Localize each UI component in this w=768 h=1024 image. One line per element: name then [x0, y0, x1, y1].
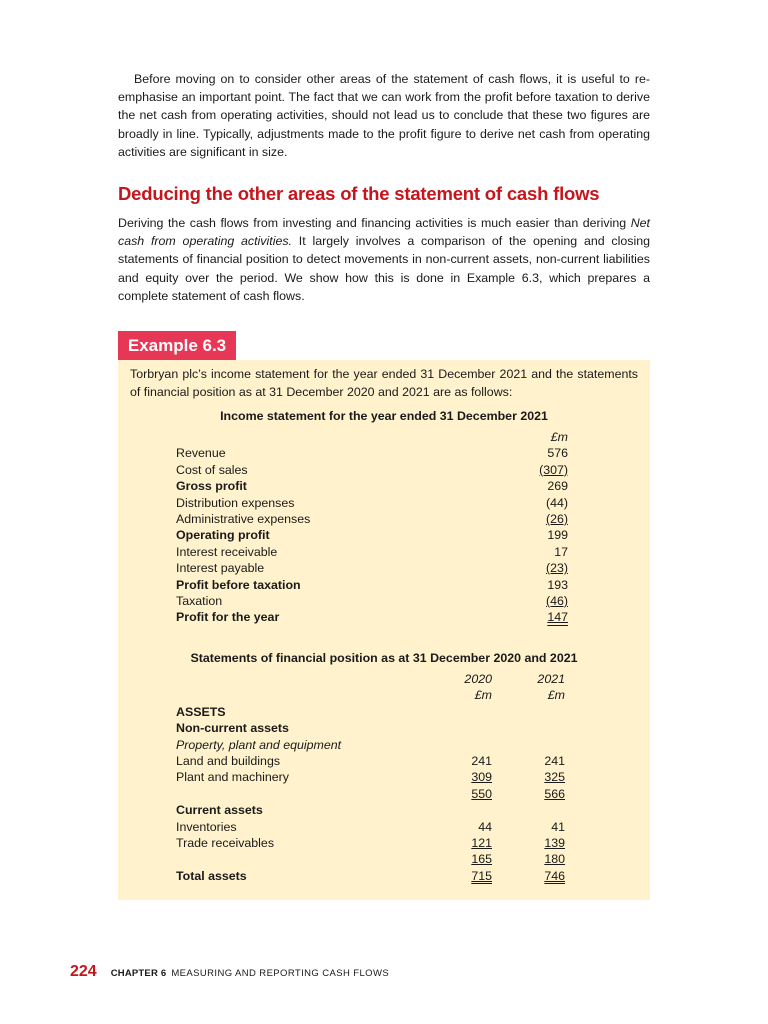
row-label: Interest payable — [176, 561, 265, 576]
row-label: Revenue — [176, 446, 226, 461]
income-row — [176, 560, 596, 576]
intro-paragraph: Before moving on to consider other areas of the statement of cash flows, it is useful to re-emphasise an important point. The fact that we can work from the profit before taxation to derive the net cash from operating activities, should not lead us to conclude that these two figures are broadly in line. Typically, adjustments made to the profit figure to derive net cash from operating activities are significant in size. — [118, 72, 650, 159]
position-row — [176, 753, 596, 769]
row-value: 147 — [547, 610, 568, 625]
row-label: Land and buildings — [176, 754, 281, 768]
row-value: 193 — [547, 577, 568, 592]
position-year-header — [176, 671, 596, 687]
row-label: Gross profit — [176, 479, 247, 494]
row-label: Profit for the year — [176, 610, 280, 625]
income-row — [176, 544, 596, 560]
value-2021: 41 — [551, 819, 565, 834]
row-label: Inventories — [176, 819, 237, 834]
row-label: Trade receivables — [176, 836, 275, 850]
row-label: Property, plant and equipment — [176, 737, 342, 752]
row-label: Distribution expenses — [176, 495, 295, 510]
row-value: 17 — [554, 544, 568, 559]
income-row — [176, 462, 596, 478]
position-row — [176, 851, 596, 867]
value-2021: 241 — [544, 754, 565, 768]
row-value: (44) — [545, 495, 568, 510]
row-value: (23) — [545, 561, 568, 576]
paragraph-italic-term: Net cash from operating activities. — [118, 216, 650, 249]
column-2021: £m — [547, 688, 565, 703]
section-heading: Deducing the other areas of the statement of cash flows — [118, 183, 600, 204]
income-row — [176, 593, 596, 609]
financial-position-title: Statements of financial position as at 31 December 2020 and 2021 — [190, 651, 578, 665]
row-value: 199 — [547, 528, 568, 543]
row-value: 269 — [547, 479, 568, 494]
paragraph-text: Deriving the cash flows from investing and financing activities is much easier than deriving — [118, 216, 631, 230]
position-row — [176, 802, 596, 818]
income-row — [176, 511, 596, 527]
row-label: Operating profit — [176, 528, 270, 543]
position-row — [176, 720, 596, 736]
value-2020: 309 — [471, 770, 492, 785]
position-unit-header — [176, 687, 596, 703]
income-unit-header — [176, 429, 596, 445]
position-row — [176, 786, 596, 802]
row-label: Interest receivable — [176, 544, 278, 559]
row-label: Current assets — [176, 803, 263, 818]
page-number: 224 — [70, 963, 97, 980]
row-label: Profit before taxation — [176, 577, 301, 592]
value-2020: 550 — [471, 786, 492, 801]
row-label: Taxation — [176, 594, 223, 608]
value-2020: 241 — [471, 754, 492, 768]
position-row — [176, 737, 596, 753]
chapter-title: MEASURING AND REPORTING CASH FLOWS — [171, 968, 390, 979]
value-2020: 715 — [471, 868, 492, 883]
income-statement-title: Income statement for the year ended 31 December 2021 — [220, 409, 548, 423]
value-2021: 325 — [544, 770, 565, 785]
value-2020: 121 — [471, 836, 492, 850]
value-2021: 180 — [544, 852, 565, 867]
row-label: ASSETS — [176, 704, 226, 719]
paragraph-text: It largely involves a comparison of the opening and closing statements of financial position to detect movements in non-current assets, non-current liabilities and equity over the period. We show how this is done in Example 6.3, which prepares a complete statement of cash flows. — [118, 234, 650, 303]
income-row — [176, 577, 596, 593]
value-2021: 139 — [544, 836, 565, 850]
unit-label: £m — [550, 430, 568, 444]
value-2020: 44 — [478, 819, 492, 834]
position-row — [176, 819, 596, 835]
row-label: Plant and machinery — [176, 770, 289, 785]
position-row — [176, 835, 596, 851]
income-row — [176, 445, 596, 461]
column-2020: 2020 — [464, 672, 492, 686]
example-intro: Torbryan plc’s income statement for the year ended 31 December 2021 and the statements of financial position as at 31 December 2020 and 2021 are as follows: — [130, 367, 638, 399]
row-value: (46) — [545, 594, 568, 608]
income-row — [176, 495, 596, 511]
row-label: Total assets — [176, 868, 247, 883]
example-tag: Example 6.3 — [118, 331, 236, 360]
position-row — [176, 868, 596, 884]
value-2021: 746 — [544, 868, 565, 883]
position-row — [176, 769, 596, 785]
value-2020: 165 — [471, 852, 492, 867]
income-row — [176, 609, 596, 625]
body-paragraph — [118, 214, 650, 305]
row-label: Cost of sales — [176, 462, 248, 477]
income-row — [176, 527, 596, 543]
column-2021: 2021 — [537, 672, 565, 686]
row-value: 576 — [547, 446, 568, 461]
income-row — [176, 478, 596, 494]
row-value: (26) — [545, 512, 568, 526]
page-footer — [70, 963, 389, 981]
row-label: Non-current assets — [176, 721, 289, 736]
row-value: (307) — [539, 462, 568, 477]
row-label: Administrative expenses — [176, 512, 311, 526]
column-2020: £m — [474, 688, 492, 703]
chapter-label: CHAPTER 6 — [110, 968, 167, 979]
position-row — [176, 704, 596, 720]
value-2021: 566 — [544, 786, 565, 801]
